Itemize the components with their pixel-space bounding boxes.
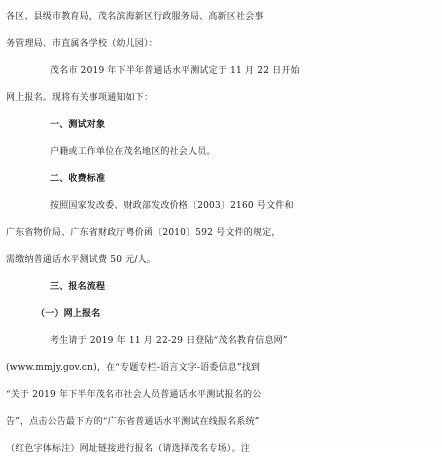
subsection-heading-online-registration: （一）网上报名 [36, 309, 101, 319]
fee-text-line-1: 按照国家发改委、财政部发改价格〔2003〕2160 号文件和 [50, 201, 294, 211]
registration-text-line-4: 告”，点击公告最下方的“广东省普通话水平测试在线报名系统” [6, 417, 260, 427]
section-heading-registration-process: 三、报名流程 [50, 282, 106, 292]
intro-line-2: 网上报名。现将有关事项通知如下： [6, 93, 154, 103]
recipients-line-2: 务管理局、市直属各学校（幼儿园）： [6, 39, 158, 49]
registration-text-line-2: (www.mmjy.gov.cn)，在“专题专栏-语言文字-语委信息”找到 [6, 363, 261, 373]
registration-text-line-1: 考生请于 2019 年 11 月 22-29 日登陆“茂名教育信息网” [50, 336, 288, 346]
fee-text-line-2: 广东省物价局、广东省财政厅粤价函〔2010〕592 号文件的规定， [6, 228, 281, 238]
registration-text-line-3: “关于 2019 年下半年茂名市社会人员普通话水平测试报名的公 [6, 390, 262, 400]
section-heading-fee-standard: 二、收费标准 [50, 174, 106, 184]
registration-text-line-5: （红色字体标注）网址链接进行报名（请选择茂名专场）。注 [6, 444, 250, 454]
test-target-text: 户籍或工作单位在茂名地区的社会人员。 [50, 147, 216, 157]
section-heading-test-target: 一、测试对象 [50, 120, 106, 130]
fee-text-line-3: 需缴纳普通话水平测试费 50 元/人。 [6, 255, 157, 265]
recipients-line-1: 各区、县级市教育局，茂名滨海新区行政服务局、高新区社会事 [6, 12, 264, 22]
intro-line-1: 茂名市 2019 年下半年普通话水平测试定于 11 月 22 日开始 [50, 66, 300, 76]
